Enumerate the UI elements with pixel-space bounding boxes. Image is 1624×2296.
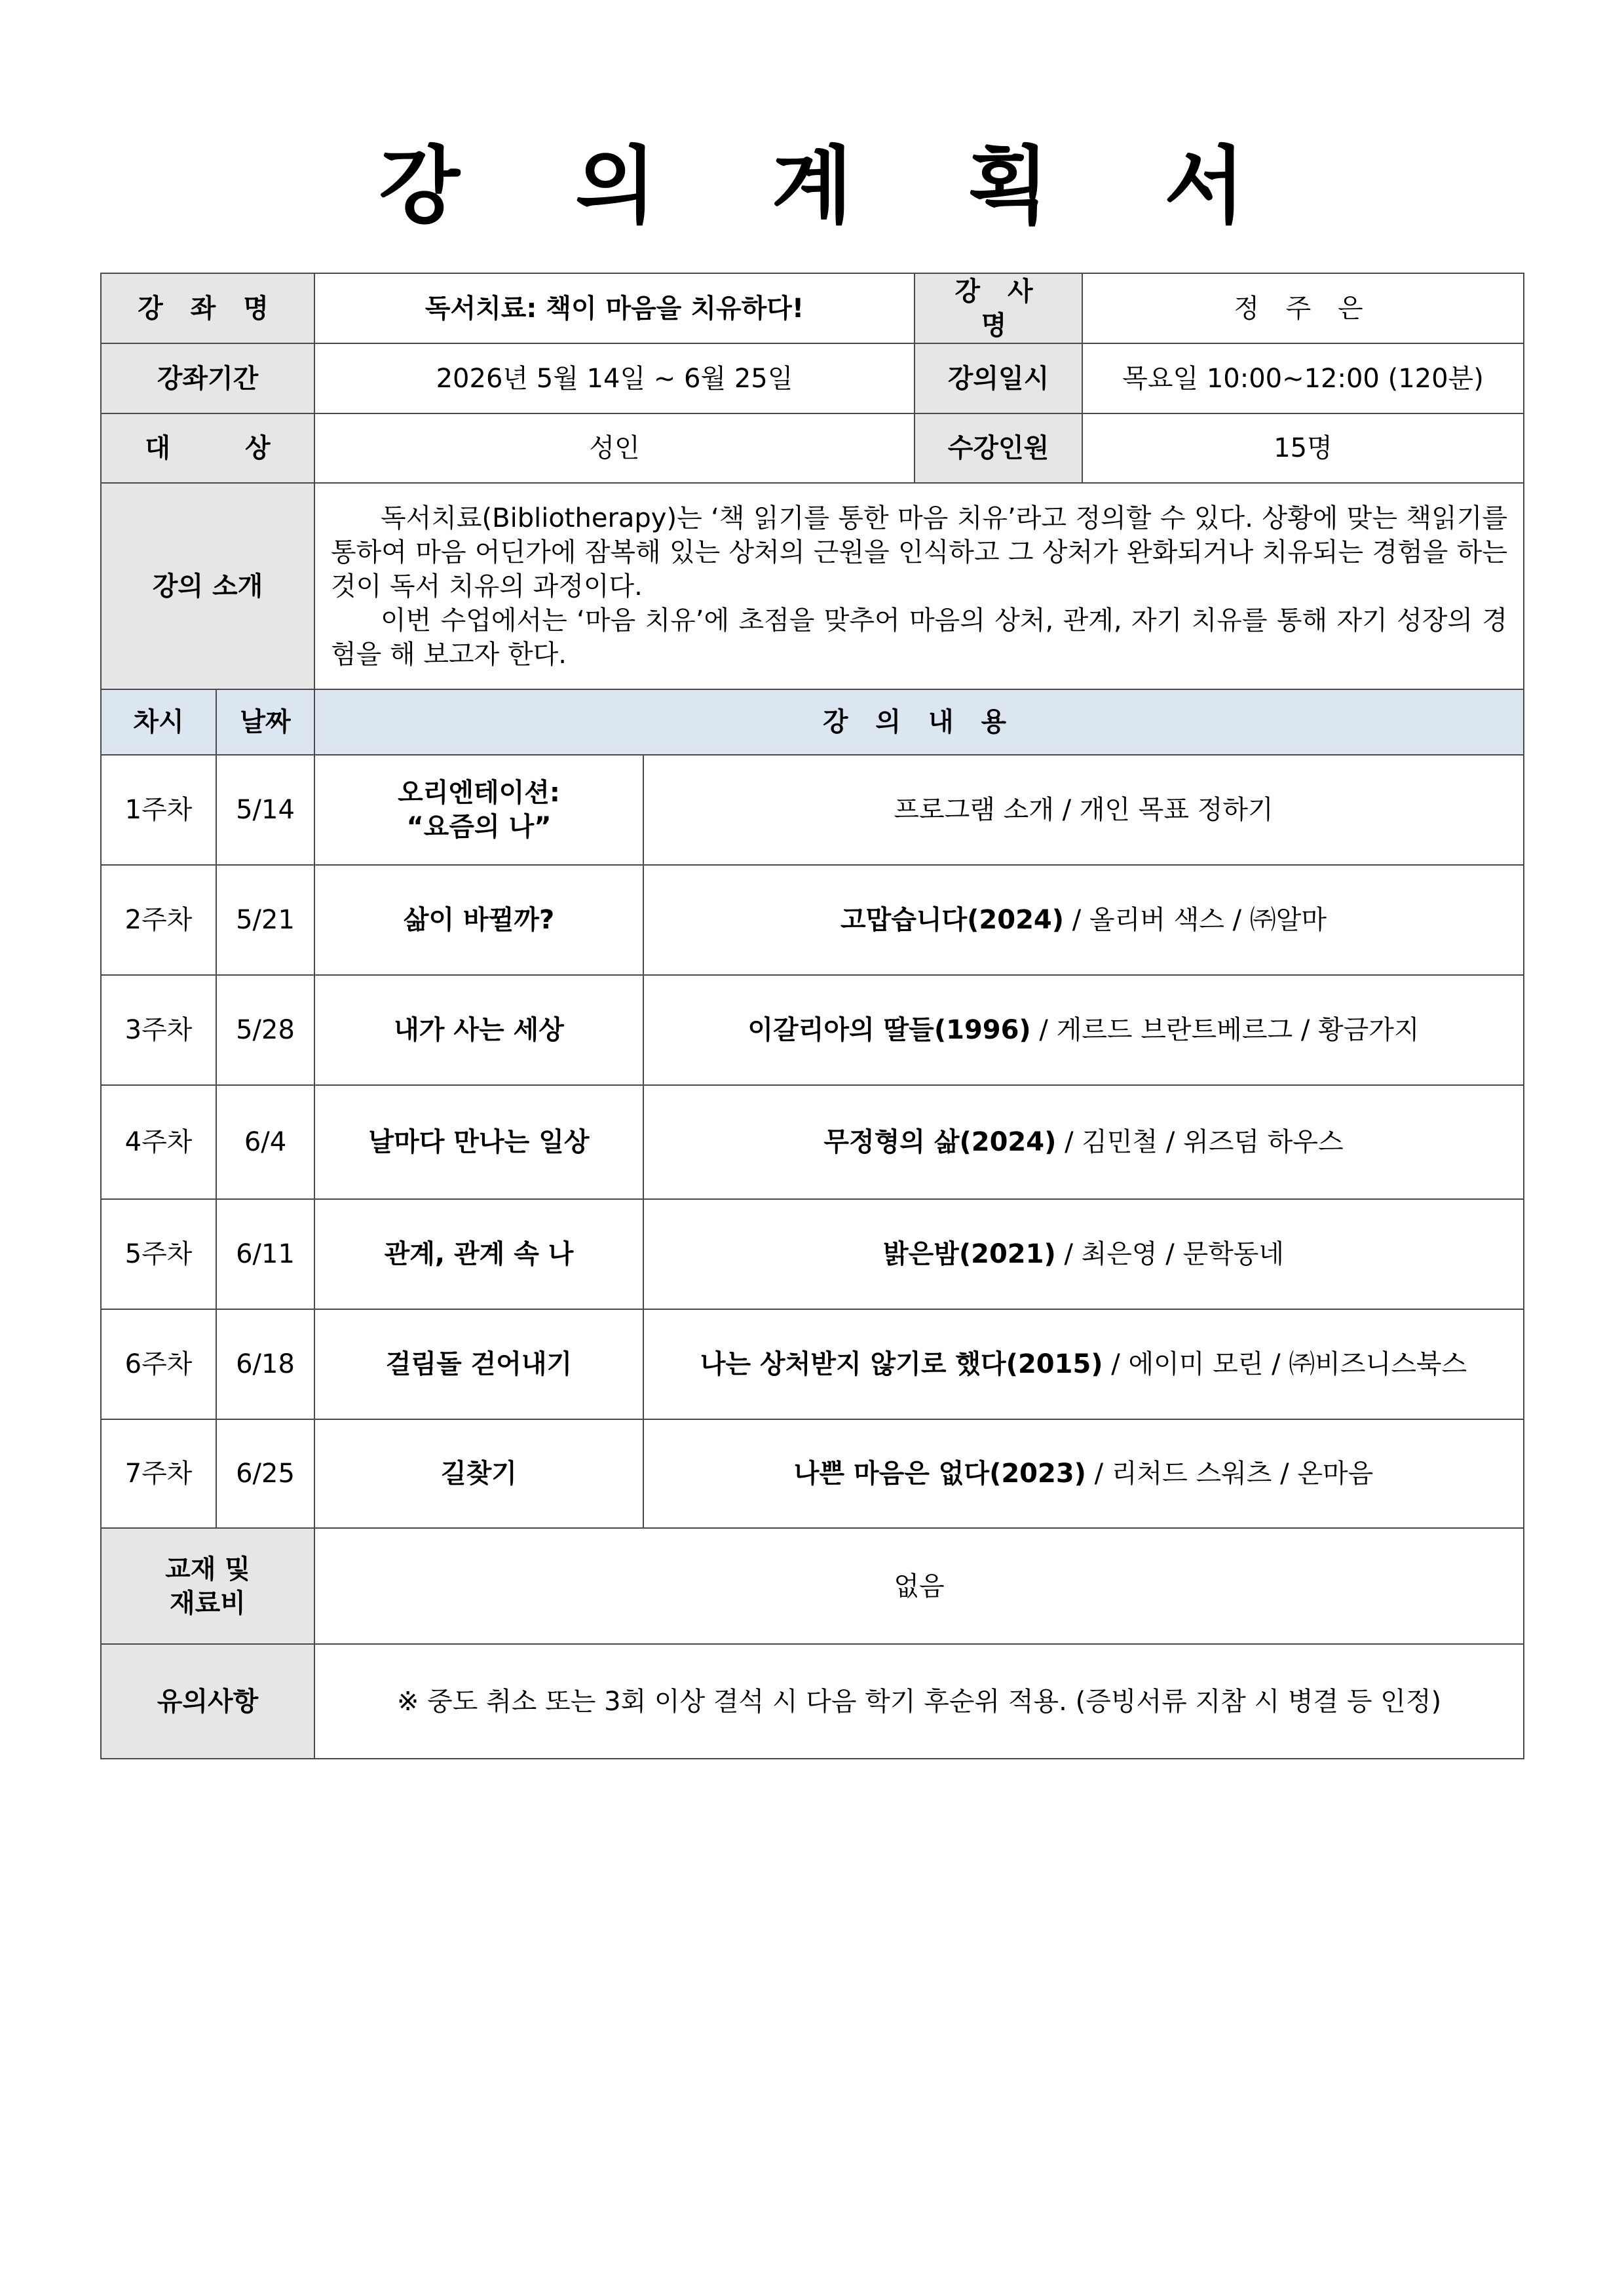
session-topic: 걸림돌 걷어내기 bbox=[314, 1309, 643, 1419]
session-detail bbox=[643, 755, 1524, 865]
session-row bbox=[101, 1309, 1524, 1419]
notes-value: ※ 중도 취소 또는 3회 이상 결석 시 다음 학기 후순위 적용. (증빙서류 지참 시 병결 등 인정) bbox=[314, 1644, 1524, 1759]
session-book: 고맙습니다(2024) bbox=[840, 905, 1065, 935]
intro-label: 강의 소개 bbox=[101, 483, 314, 689]
notes-row bbox=[101, 1644, 1524, 1759]
session-date: 6/18 bbox=[216, 1309, 314, 1419]
schedule-value: 목요일 10:00~12:00 (120분) bbox=[1082, 343, 1524, 413]
session-detail bbox=[643, 1199, 1524, 1309]
session-week: 3주차 bbox=[101, 975, 216, 1085]
session-date: 6/11 bbox=[216, 1199, 314, 1309]
session-detail bbox=[643, 865, 1524, 975]
date-header: 날짜 bbox=[216, 689, 314, 755]
session-detail-text: / 게르드 브란트베르그 / 황금가지 bbox=[1030, 1015, 1420, 1045]
session-detail-text: / 에이미 모린 / ㈜비즈니스북스 bbox=[1103, 1349, 1467, 1379]
session-detail-text: / 최은영 / 문학동네 bbox=[1055, 1239, 1285, 1269]
title-char: 강 bbox=[379, 138, 461, 235]
instructor-value: 정 주 은 bbox=[1082, 273, 1524, 343]
capacity-value: 15명 bbox=[1082, 413, 1524, 483]
intro-paragraph-2: 이번 수업에서는 ‘마음 치유’에 초점을 맞추어 마음의 상처, 관계, 자기 치유를 통해 자기 성장의 경험을 해 보고자 한다. bbox=[331, 605, 1507, 670]
session-detail bbox=[643, 1085, 1524, 1199]
title-char: 의 bbox=[575, 138, 656, 235]
session-row bbox=[101, 1199, 1524, 1309]
materials-label-line: 교재 및 bbox=[165, 1554, 250, 1584]
session-row bbox=[101, 1085, 1524, 1199]
session-detail-text: 프로그램 소개 / 개인 목표 정하기 bbox=[894, 795, 1274, 825]
session-topic-line: “요즘의 나” bbox=[406, 812, 552, 842]
info-row-period bbox=[101, 343, 1524, 413]
session-week: 5주차 bbox=[101, 1199, 216, 1309]
session-header: 차시 bbox=[101, 689, 216, 755]
schedule-header-row bbox=[101, 689, 1524, 755]
intro-text bbox=[314, 483, 1524, 689]
course-name-value: 독서치료: 책이 마음을 치유하다! bbox=[314, 273, 915, 343]
session-topic: 삶이 바뀔까? bbox=[314, 865, 643, 975]
lecture-plan-table bbox=[100, 273, 1524, 1759]
schedule-label: 강의일시 bbox=[915, 343, 1082, 413]
info-row-course bbox=[101, 273, 1524, 343]
session-book: 나는 상처받지 않기로 했다(2015) bbox=[700, 1349, 1103, 1379]
notes-label: 유의사항 bbox=[101, 1644, 314, 1759]
page-title bbox=[0, 134, 1624, 239]
session-week: 2주차 bbox=[101, 865, 216, 975]
session-detail bbox=[643, 975, 1524, 1085]
intro-paragraph-1: 독서치료(Bibliotherapy)는 ‘책 읽기를 통한 마음 치유’라고 정의할 수 있다. 상황에 맞는 책읽기를 통하여 마음 어딘가에 잠복해 있는 상처의 근원을 인식하고 그 상처가 완화되거나 치유되는 경험을 하는 것이 독서 치유의 과정이다. bbox=[331, 503, 1507, 602]
info-row-target bbox=[101, 413, 1524, 483]
session-row bbox=[101, 865, 1524, 975]
session-row bbox=[101, 755, 1524, 865]
session-detail-text: / 김민철 / 위즈덤 하우스 bbox=[1056, 1127, 1344, 1157]
materials-row bbox=[101, 1528, 1524, 1644]
session-row bbox=[101, 1419, 1524, 1528]
session-topic bbox=[314, 755, 643, 865]
session-date: 5/21 bbox=[216, 865, 314, 975]
period-label: 강좌기간 bbox=[101, 343, 314, 413]
title-char: 서 bbox=[1163, 138, 1245, 235]
session-date: 5/14 bbox=[216, 755, 314, 865]
capacity-label: 수강인원 bbox=[915, 413, 1082, 483]
session-week: 6주차 bbox=[101, 1309, 216, 1419]
course-name-label: 강 좌 명 bbox=[101, 273, 314, 343]
session-week: 1주차 bbox=[101, 755, 216, 865]
session-book: 무정형의 삶(2024) bbox=[823, 1127, 1057, 1157]
session-topic: 관계, 관계 속 나 bbox=[314, 1199, 643, 1309]
period-value: 2026년 5월 14일 ~ 6월 25일 bbox=[314, 343, 915, 413]
materials-label-line: 재료비 bbox=[170, 1588, 246, 1618]
session-date: 6/25 bbox=[216, 1419, 314, 1528]
target-label: 대 상 bbox=[101, 413, 314, 483]
session-topic: 내가 사는 세상 bbox=[314, 975, 643, 1085]
materials-value: 없음 bbox=[314, 1528, 1524, 1644]
materials-label bbox=[101, 1528, 314, 1644]
target-value: 성인 bbox=[314, 413, 915, 483]
session-detail-text: / 올리버 색스 / ㈜알마 bbox=[1064, 905, 1327, 935]
instructor-label: 강 사 명 bbox=[915, 273, 1082, 343]
session-detail bbox=[643, 1309, 1524, 1419]
session-row bbox=[101, 975, 1524, 1085]
session-date: 5/28 bbox=[216, 975, 314, 1085]
title-char: 계 bbox=[771, 138, 853, 235]
session-topic: 날마다 만나는 일상 bbox=[314, 1085, 643, 1199]
session-book: 밝은밤(2021) bbox=[882, 1239, 1056, 1269]
info-row-intro bbox=[101, 483, 1524, 689]
session-week: 7주차 bbox=[101, 1419, 216, 1528]
content-header: 강 의 내 용 bbox=[314, 689, 1524, 755]
session-detail bbox=[643, 1419, 1524, 1528]
session-topic-line: 오리엔테이션: bbox=[398, 778, 560, 808]
session-book: 나쁜 마음은 없다(2023) bbox=[793, 1459, 1086, 1489]
session-topic: 길찾기 bbox=[314, 1419, 643, 1528]
session-detail-text: / 리처드 스워츠 / 온마음 bbox=[1086, 1459, 1374, 1489]
session-date: 6/4 bbox=[216, 1085, 314, 1199]
session-week: 4주차 bbox=[101, 1085, 216, 1199]
session-book: 이갈리아의 딸들(1996) bbox=[747, 1015, 1031, 1045]
title-char: 획 bbox=[968, 138, 1049, 235]
